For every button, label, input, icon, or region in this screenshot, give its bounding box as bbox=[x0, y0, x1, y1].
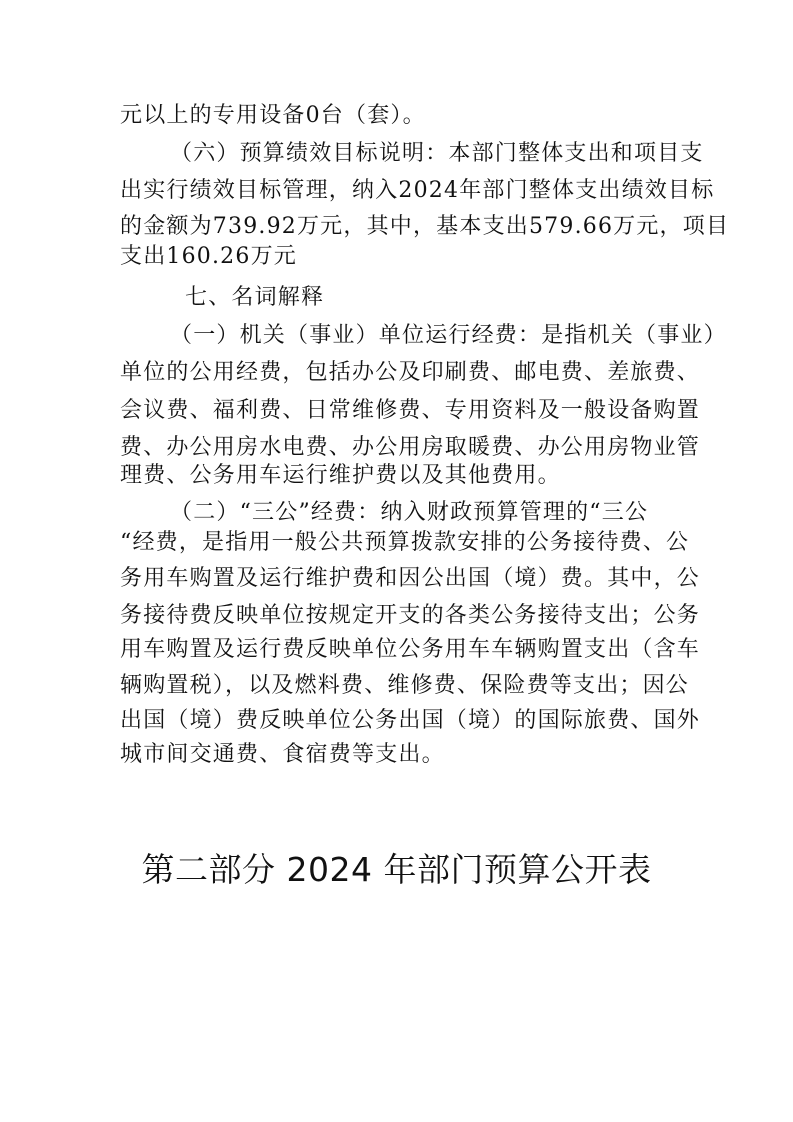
text-line: 的金额为739.92万元，其中，基本支出579.66万元，项目 bbox=[120, 214, 730, 239]
text-line: 用车购置及运行费反映单位公务用车车辆购置支出（含车 bbox=[120, 637, 701, 662]
text-line: “经费，是指用一般公共预算拨款安排的公务接待费、公 bbox=[120, 530, 690, 555]
text-line: 元以上的专用设备0台（套）。 bbox=[120, 103, 426, 128]
text-line: 城市间交通费、食宿费等支出。 bbox=[120, 742, 445, 767]
text-line: （一）机关（事业）单位运行经费：是指机关（事业） bbox=[170, 323, 727, 348]
text-line: 出实行绩效目标管理，纳入2024年部门整体支出绩效目标 bbox=[120, 178, 715, 203]
text-line: 辆购置税），以及燃料费、维修费、保险费等支出；因公 bbox=[120, 673, 690, 698]
text-line: 会议费、福利费、日常维修费、专用资料及一般设备购置 bbox=[120, 398, 701, 423]
text-line: 单位的公用经费，包括办公及印刷费、邮电费、差旅费、 bbox=[120, 360, 701, 385]
text-line: （六）预算绩效目标说明：本部门整体支出和项目支 bbox=[170, 141, 704, 166]
section-heading: 七、名词解释 bbox=[185, 285, 325, 310]
text-line: 支出160.26万元 bbox=[120, 244, 297, 269]
text-line: （二）“三公”经费：纳入财政预算管理的“三公 bbox=[170, 500, 649, 525]
section-title: 第二部分 2024 年部门预算公开表 bbox=[141, 850, 652, 889]
text-line: 务接待费反映单位按规定开支的各类公务接待支出；公务 bbox=[120, 603, 701, 628]
text-line: 出国（境）费反映单位公务出国（境）的国际旅费、国外 bbox=[120, 708, 701, 733]
text-line: 费、办公用房水电费、办公用房取暖费、办公用房物业管 bbox=[120, 435, 701, 460]
text-line: 理费、公务用车运行维护费以及其他费用。 bbox=[120, 463, 561, 488]
text-line: 务用车购置及运行维护费和因公出国（境）费。其中，公 bbox=[120, 566, 701, 591]
